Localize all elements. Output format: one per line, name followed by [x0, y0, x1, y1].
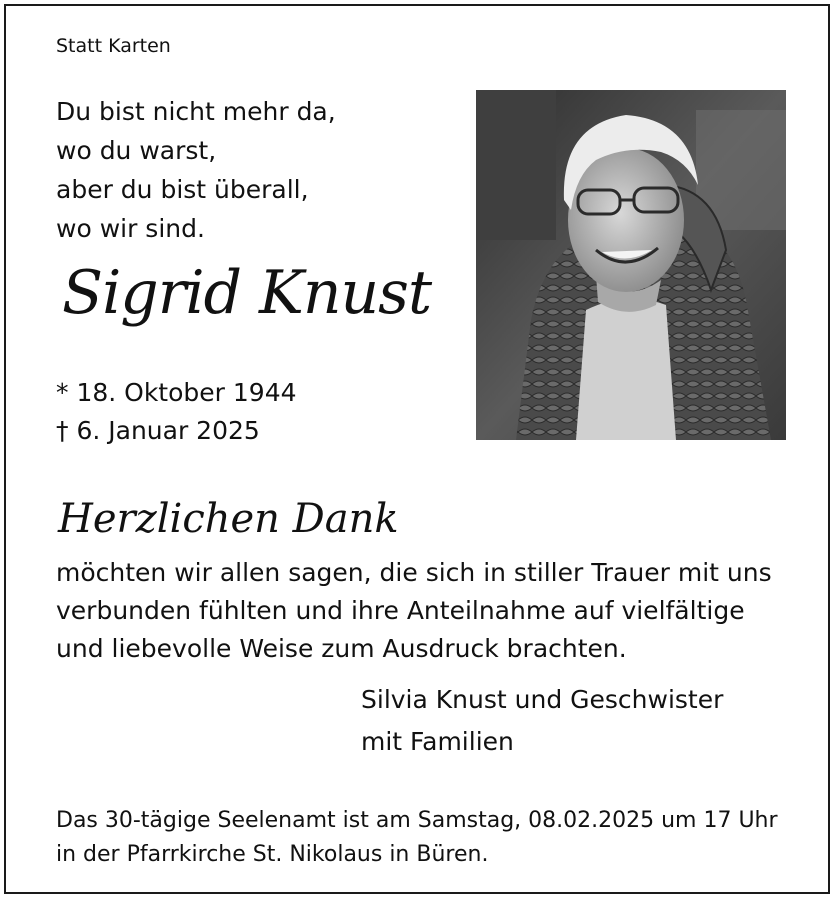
deceased-name: Sigrid Knust	[62, 258, 432, 328]
memorial-poem	[56, 92, 336, 248]
thanks-text	[56, 554, 772, 668]
thanks-heading: Herzlichen Dank	[58, 496, 399, 542]
poem-line: wo du warst,	[56, 136, 217, 165]
thanks-line: möchten wir allen sagen, die sich in stiller Trauer mit uns	[56, 558, 772, 587]
poem-line: wo wir sind.	[56, 214, 205, 243]
obituary-frame	[4, 4, 830, 894]
signature-line: mit Familien	[361, 727, 514, 756]
life-dates	[56, 374, 297, 450]
portrait-image	[476, 90, 786, 440]
death-date: † 6. Januar 2025	[56, 416, 260, 445]
poem-line: aber du bist überall,	[56, 175, 309, 204]
family-signature	[361, 679, 723, 763]
service-notice	[56, 804, 778, 872]
portrait-photo	[476, 90, 786, 440]
poem-line: Du bist nicht mehr da,	[56, 97, 336, 126]
thanks-line: und liebevolle Weise zum Ausdruck brachten.	[56, 634, 627, 663]
birth-date: * 18. Oktober 1944	[56, 378, 297, 407]
thanks-line: verbunden fühlten und ihre Anteilnahme auf vielfältige	[56, 596, 745, 625]
service-line: Das 30-tägige Seelenamt ist am Samstag, 08.02.2025 um 17 Uhr	[56, 808, 778, 833]
statt-karten-label: Statt Karten	[56, 35, 171, 57]
service-line: in der Pfarrkirche St. Nikolaus in Büren.	[56, 842, 489, 867]
signature-line: Silvia Knust und Geschwister	[361, 685, 724, 714]
